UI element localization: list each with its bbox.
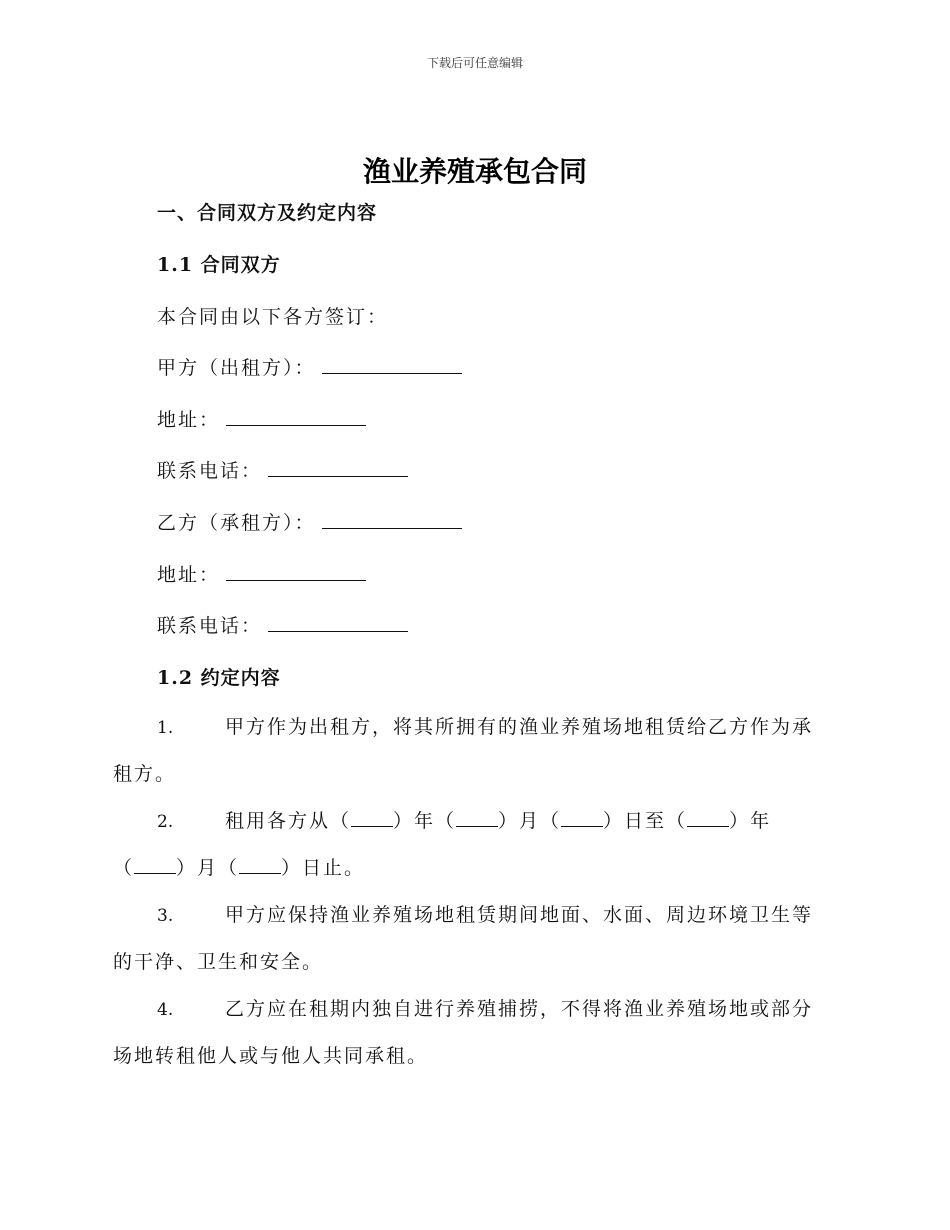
party-a-phone-blank (268, 458, 408, 477)
subsection-heading-parties: 1.1 合同双方 (157, 254, 281, 276)
party-a-blank (322, 355, 462, 374)
party-b-address-label: 地址： (157, 564, 221, 586)
party-b-phone-blank (268, 613, 408, 632)
document-title: 渔业养殖承包合同 (362, 155, 587, 188)
party-a-address-label: 地址： (157, 409, 221, 431)
section-heading: 一、合同双方及约定内容 (157, 202, 378, 224)
list-item (113, 986, 833, 1079)
item-text (225, 810, 771, 832)
month-end-blank (134, 855, 176, 874)
item-text: 甲方应保持渔业养殖场地租赁期间地面、水面、周边环境卫生等 (225, 904, 814, 926)
item-text-continued: 场地转租他人或与他人共同承租。 (113, 1045, 429, 1067)
header-note: 下载后可任意编辑 (426, 56, 523, 70)
party-a-row (157, 353, 462, 380)
party-b-address-row (157, 560, 366, 587)
item-text-continued (113, 845, 833, 891)
month-start-blank (456, 808, 498, 827)
year-end-blank (687, 808, 729, 827)
date-text: ）月（ (498, 810, 562, 832)
item-number: 4. (157, 1000, 174, 1020)
item-number: 3. (157, 906, 174, 926)
party-a-label: 甲方（出租方）： (157, 357, 316, 379)
date-text: 租用各方从（ (225, 810, 352, 832)
party-b-label: 乙方（承租方）： (157, 512, 316, 534)
party-a-phone-label: 联系电话： (157, 460, 263, 482)
party-a-phone-row (157, 456, 408, 483)
date-text: ）日止。 (281, 857, 366, 879)
date-text: ）日至（ (603, 810, 688, 832)
item-text: 甲方作为出租方，将其所拥有的渔业养殖场地租赁给乙方作为承 (225, 716, 814, 738)
party-b-row (157, 508, 462, 535)
party-a-address-row (157, 405, 366, 432)
year-start-blank (351, 808, 393, 827)
item-number: 2. (157, 812, 174, 832)
date-text: （ (113, 857, 135, 879)
party-a-address-blank (226, 407, 366, 426)
list-item (113, 704, 833, 797)
date-text: ）年 (729, 810, 772, 832)
party-b-phone-row (157, 611, 408, 638)
list-item (113, 798, 833, 891)
party-b-blank (322, 510, 462, 529)
party-b-phone-label: 联系电话： (157, 615, 263, 637)
subsection-heading-terms: 1.2 约定内容 (157, 667, 281, 689)
item-text-continued: 租方。 (113, 763, 177, 785)
date-text: ）年（ (393, 810, 457, 832)
intro-text: 本合同由以下各方签订： (157, 306, 389, 328)
item-text-continued: 的干净、卫生和安全。 (113, 951, 324, 973)
list-item (113, 892, 833, 985)
party-b-address-blank (226, 562, 366, 581)
item-number: 1. (157, 718, 174, 738)
item-text: 乙方应在租期内独自进行养殖捕捞，不得将渔业养殖场地或部分 (225, 998, 814, 1020)
day-end-blank (239, 855, 281, 874)
date-text: ）月（ (176, 857, 240, 879)
day-start-blank (561, 808, 603, 827)
